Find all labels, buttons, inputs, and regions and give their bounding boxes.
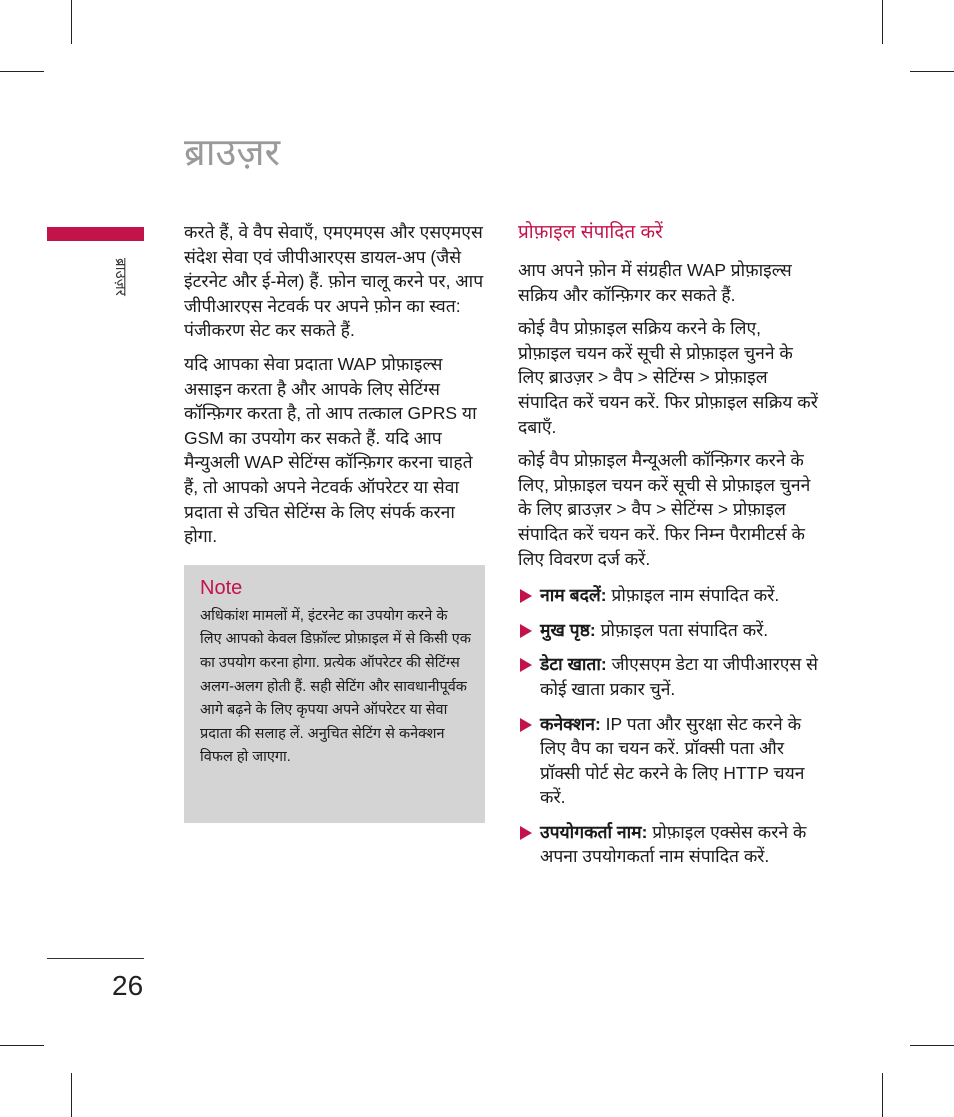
list-item <box>518 583 818 608</box>
section-heading: प्रोफ़ाइल संपादित करें <box>518 222 663 243</box>
crop-mark <box>910 1045 954 1046</box>
body-paragraph: कोई वैप प्रोफ़ाइल मैन्यूअली कॉन्फ़िगर करने के लिए, प्रोफ़ाइल चयन करें सूची से प्रोफ़ाइल चुनने के लिए ब्राउज़र > वैप > सेटिंग्स > प्रोफ़ाइल संपादित करें चयन करें. फिर निम्न पैरामीटर्स के लिए विवरण दर्ज करें. <box>518 450 811 569</box>
list-item-term: कनेक्शन: <box>540 713 601 734</box>
side-section-label: ब्राउज़र <box>112 258 129 296</box>
note-box <box>184 565 485 823</box>
crop-mark <box>910 71 954 72</box>
list-item <box>518 820 818 869</box>
page-title: ब्राउज़र <box>184 132 281 174</box>
triangle-bullet-icon <box>520 589 532 603</box>
crop-mark <box>882 0 883 44</box>
list-item <box>518 712 818 810</box>
triangle-bullet-icon <box>520 658 532 672</box>
list-item-text: जीएसएम डेटा या जीपीआरएस से कोई खाता प्रकार चुनें. <box>540 654 819 699</box>
left-column <box>184 220 489 823</box>
body-paragraph: यदि आपका सेवा प्रदाता WAP प्रोफ़ाइल्स असाइन करता है और आपके लिए सेटिंग्स कॉन्फ़िगर करता है, तो आप तत्काल GPRS या GSM का उपयोग कर सकते हैं. यदि आप मैन्युअली WAP सेटिंग्स कॉन्फ़िगर करना चाहते हैं, तो आपको अपने नेटवर्क ऑपरेटर या सेवा प्रदाता से उचित सेटिंग्स के लिए संपर्क करना होगा. <box>184 353 477 547</box>
list-item <box>518 618 818 643</box>
crop-mark <box>0 71 44 72</box>
triangle-bullet-icon <box>520 718 532 732</box>
list-item-text: प्रोफ़ाइल नाम संपादित करें. <box>606 585 780 606</box>
list-item-term: उपयोगकर्ता नाम: <box>540 821 648 842</box>
list-item-text: प्रोफ़ाइल एक्सेस करने के अपना उपयोगकर्ता नाम संपादित करें. <box>540 821 807 867</box>
list-item-term: डेटा खाता: <box>540 654 607 675</box>
triangle-bullet-icon <box>520 826 532 840</box>
list-item-text: प्रोफ़ाइल पता संपादित करें. <box>595 619 769 640</box>
list-item-term: नाम बदलें: <box>540 585 607 606</box>
right-column <box>518 220 818 879</box>
body-paragraph: कोई वैप प्रोफ़ाइल सक्रिय करने के लिए, प्रोफ़ाइल चयन करें सूची से प्रोफ़ाइल चुनने के लिए ब्राउज़र > वैप > सेटिंग्स > प्रोफ़ाइल संपादित करें चयन करें. फिर प्रोफ़ाइल सक्रिय करें दबाएँ. <box>518 318 818 437</box>
page-number: 26 <box>112 970 144 1001</box>
list-item <box>518 652 818 701</box>
triangle-bullet-icon <box>520 624 532 638</box>
section-tab-bar <box>47 227 144 241</box>
crop-mark <box>0 1045 44 1046</box>
list-item-term: मुख पृष्ठ: <box>540 619 596 640</box>
note-body: अधिकांश मामलों में, इंटरनेट का उपयोग करने के लिए आपको केवल डिफ़ॉल्ट प्रोफ़ाइल में से किसी एक का उपयोग करना होगा. प्रत्येक ऑपरेटर की सेटिंग्स अलग-अलग होती हैं. सही सेटिंग और सावधानीपूर्वक आगे बढ़ने के लिए कृपया अपने ऑपरेटर या सेवा प्रदाता की सलाह लें. अनुचित सेटिंग से कनेक्शन विफल हो जाएगा. <box>200 607 471 766</box>
list-item-text: IP पता और सुरक्षा सेट करने के लिए वैप का चयन करें. प्रॉक्सी पता और प्रॉक्सी पोर्ट सेट करने के लिए HTTP चयन करें. <box>540 713 805 808</box>
body-paragraph: आप अपने फ़ोन में संग्रहीत WAP प्रोफ़ाइल्स सक्रिय और कॉन्फ़िगर कर सकते हैं. <box>518 260 792 305</box>
note-title: Note <box>200 576 243 599</box>
parameter-list <box>518 583 818 869</box>
crop-mark <box>71 1073 72 1117</box>
crop-mark <box>71 0 72 44</box>
crop-mark <box>882 1073 883 1117</box>
body-paragraph: करते हैं, वे वैप सेवाएँ, एमएमएस और एसएमएस संदेश सेवा एवं जीपीआरएस डायल-अप (जैसे इंटरनेट और ई-मेल) हैं. फ़ोन चालू करने पर, आप जीपीआरएस नेटवर्क पर अपने फ़ोन का स्वत: पंजीकरण सेट कर सकते हैं. <box>184 222 484 341</box>
page-number-rule <box>47 958 144 959</box>
